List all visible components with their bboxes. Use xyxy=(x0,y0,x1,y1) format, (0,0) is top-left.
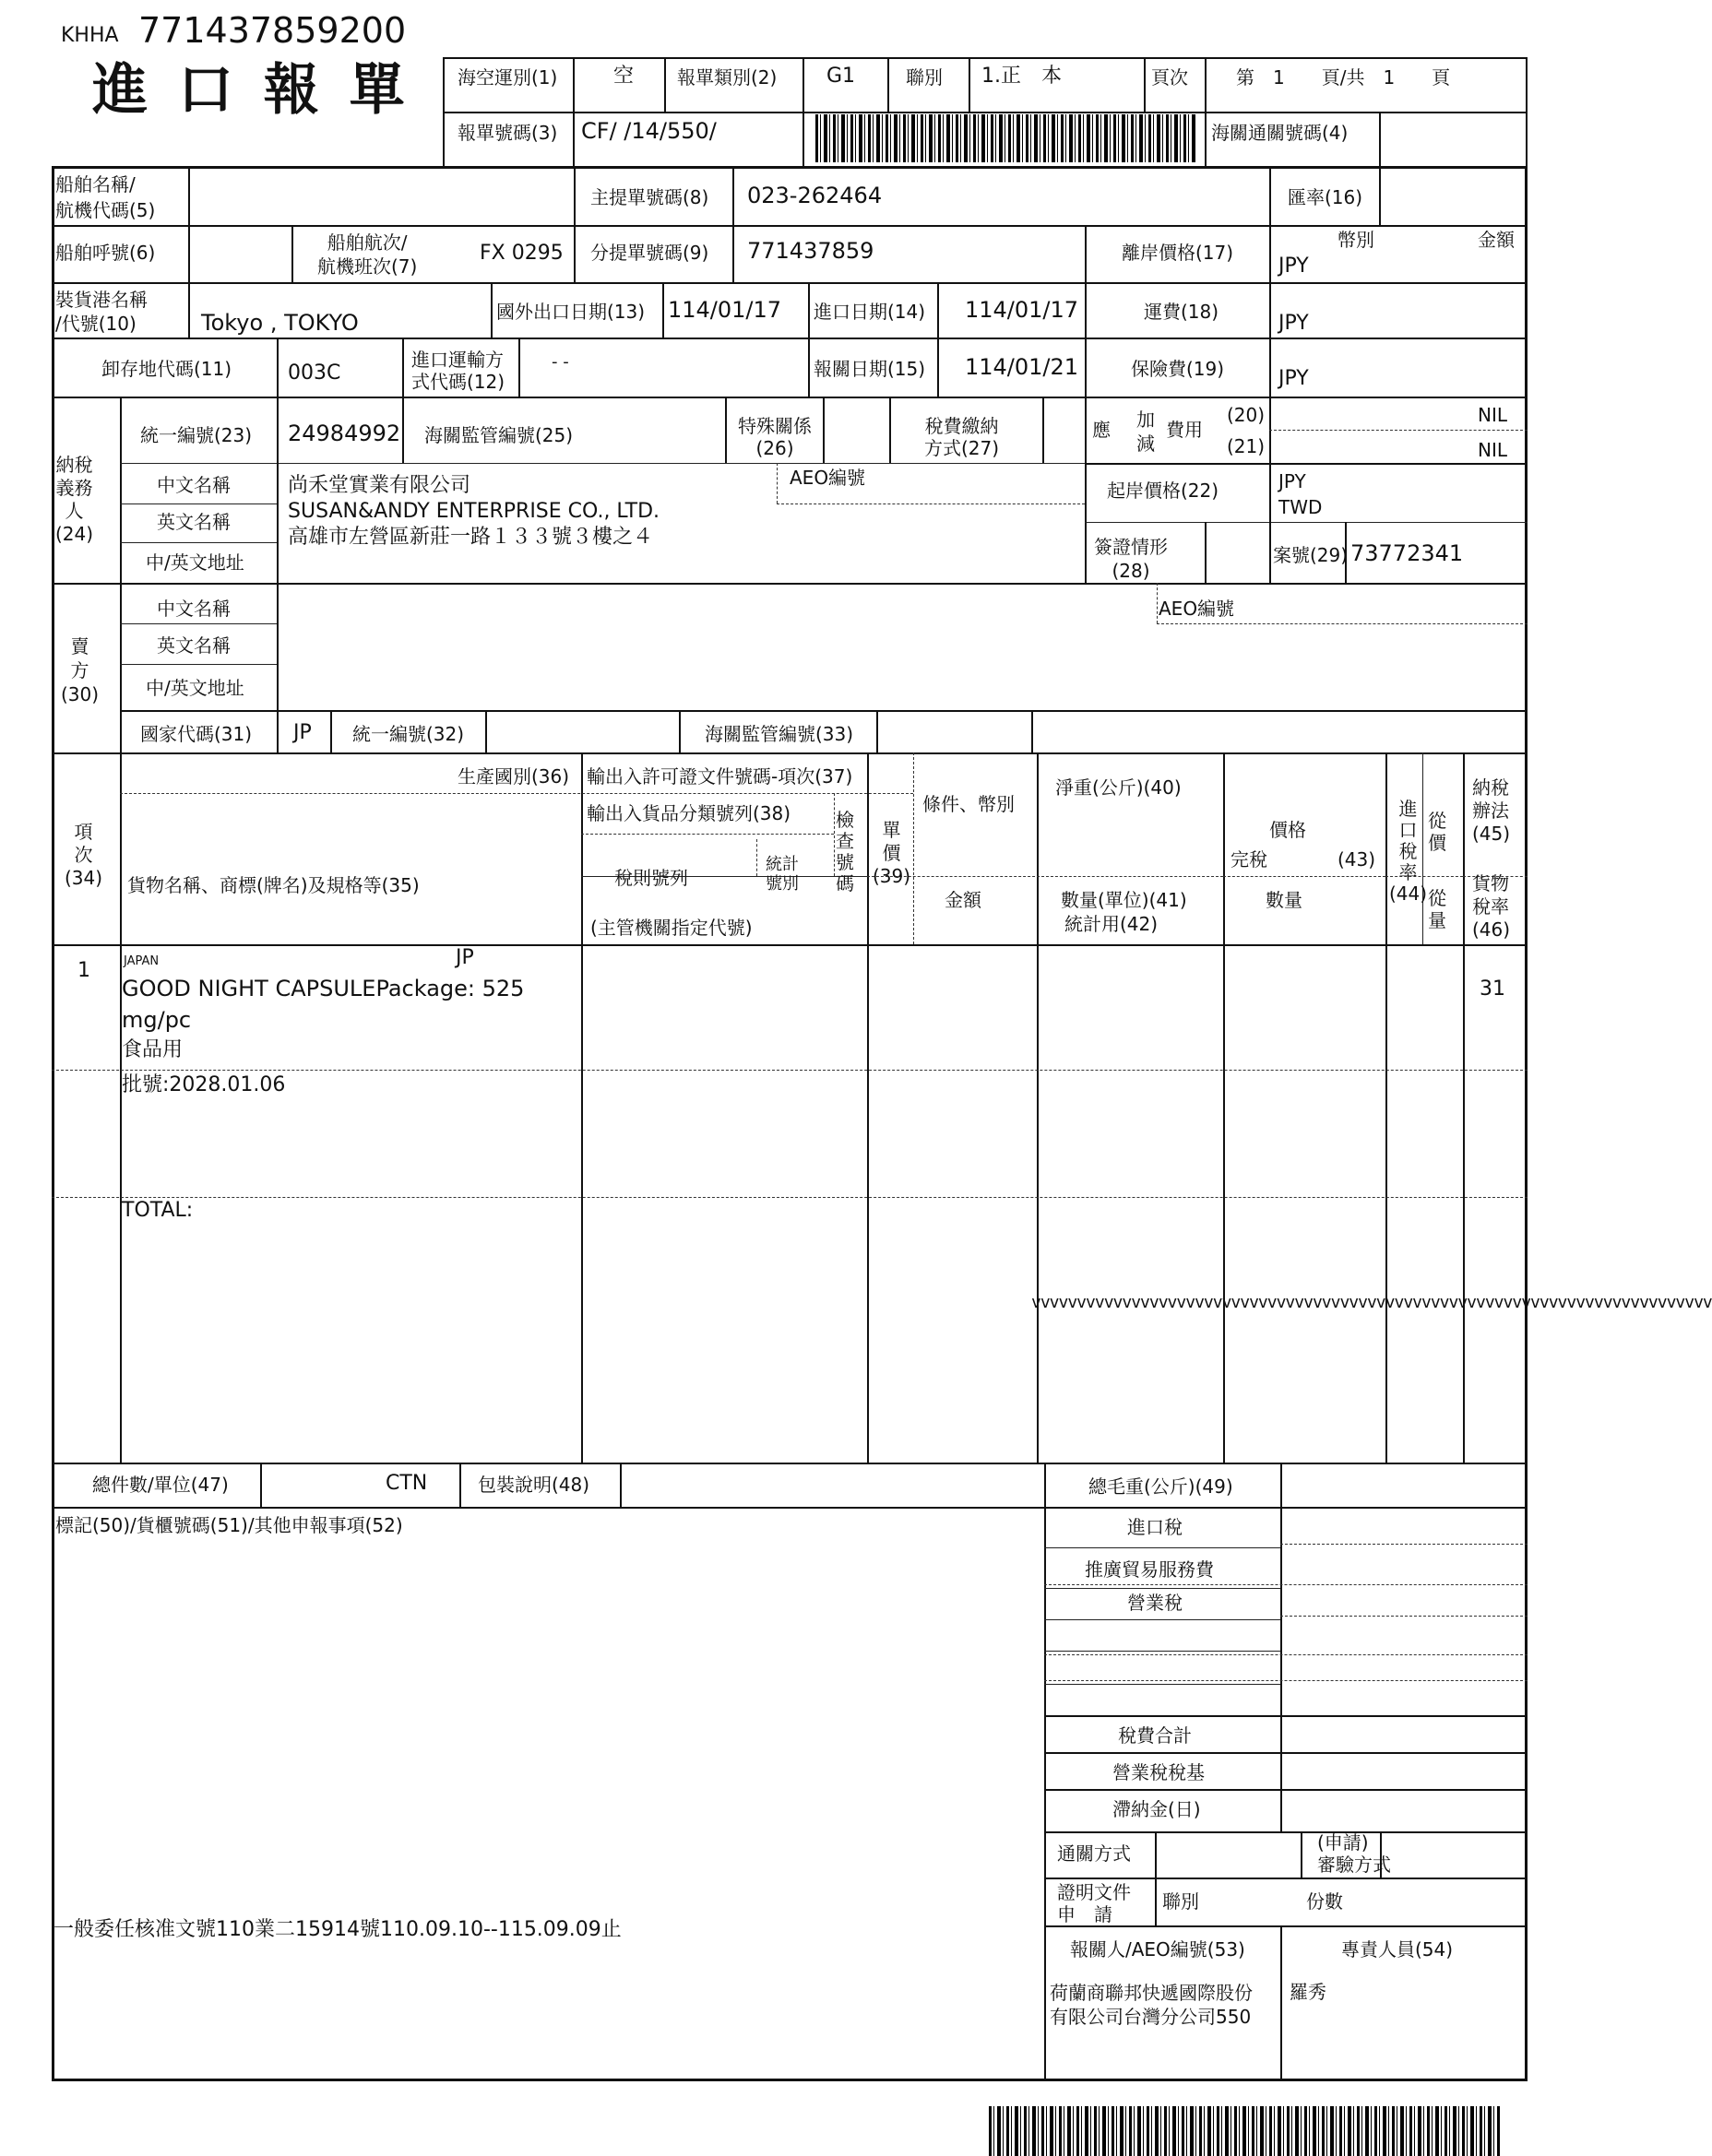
master-bl-label: 主提單號碼(8) xyxy=(590,186,709,208)
item-no-label: 項 次 (34) xyxy=(65,821,103,889)
business-tax-label: 營業稅 xyxy=(1127,1592,1183,1614)
storage-label: 卸存地代碼(11) xyxy=(101,358,232,380)
broker-label: 報關人/AEO編號(53) xyxy=(1070,1938,1245,1961)
taxpayer-aeo-label: AEO編號 xyxy=(790,467,866,489)
marks-label: 標記(50)/貨櫃號碼(51)/其他申報事項(52) xyxy=(55,1514,403,1536)
seller-zh-name-label: 中文名稱 xyxy=(157,598,231,620)
fob-currency: JPY xyxy=(1278,255,1309,278)
seller-uid-label: 統一編號(32) xyxy=(352,723,465,745)
specific-label: 從 量 xyxy=(1428,887,1446,931)
packages-unit: CTN xyxy=(386,1472,428,1495)
clearance-label: 海關通關號碼(4) xyxy=(1211,122,1349,144)
decl-type-value: G1 xyxy=(826,65,856,88)
quantity-label: 數量 xyxy=(1266,889,1302,911)
duty-paid-label: 完稅 xyxy=(1230,848,1267,871)
add-code: (20) xyxy=(1227,404,1266,426)
amount-col-label: 金額 xyxy=(945,889,981,911)
commodity-rate-label: 貨物 稅率 (46) xyxy=(1472,872,1511,941)
fob-label: 離岸價格(17) xyxy=(1122,242,1234,264)
payment-method-label: 稅費繳納 方式(27) xyxy=(924,415,1000,459)
gross-weight-label: 總毛重(公斤)(49) xyxy=(1088,1475,1233,1498)
transport-mode-label: 進口運輸方 式代碼(12) xyxy=(411,349,505,393)
cif-currency-2: TWD xyxy=(1278,496,1323,518)
special-relation-label: 特殊關係 (26) xyxy=(738,415,812,459)
import-tax-label: 進口稅 xyxy=(1127,1516,1183,1538)
seller-address-label: 中/英文地址 xyxy=(146,677,244,699)
item-number: 1 xyxy=(77,959,90,982)
freight-label: 運費(18) xyxy=(1144,301,1219,323)
value-code: (43) xyxy=(1338,848,1376,871)
transport-label: 海空運別(1) xyxy=(458,66,558,89)
house-bl-label: 分提單號碼(9) xyxy=(590,242,709,264)
qty-label: 數量(單位)(41) xyxy=(1061,889,1187,911)
item-origin-small: JAPAN xyxy=(124,954,160,968)
page-label: 頁次 xyxy=(1151,66,1188,89)
batch-number: 批號:2028.01.06 xyxy=(122,1073,286,1096)
terms-label: 條件、幣別 xyxy=(922,793,1015,815)
visa-label: 簽證情形 (28) xyxy=(1094,536,1168,582)
taxpayer-section-label: 納稅 義務 人 (24) xyxy=(55,454,94,545)
seller-customs-no-label: 海關監管編號(33) xyxy=(705,723,854,745)
case-value: 73772341 xyxy=(1350,540,1464,566)
currency-label: 幣別 xyxy=(1338,229,1374,251)
copy-value: 1.正 本 xyxy=(981,65,1062,88)
amount-label: 金額 xyxy=(1478,229,1515,251)
item-desc-line-1: GOOD NIGHT CAPSULEPackage: 525 xyxy=(122,976,525,1001)
packing-label: 包裝說明(48) xyxy=(478,1474,590,1496)
item-desc-line-2: mg/pc xyxy=(122,1007,192,1033)
item-origin: JP xyxy=(456,946,474,969)
insurance-label: 保險費(19) xyxy=(1131,358,1225,380)
clearance-mode-label: 通關方式 xyxy=(1057,1842,1131,1865)
goods-desc-label: 貨物名稱、商標(牌名)及規格等(35) xyxy=(127,874,420,896)
item-desc-line-3: 食品用 xyxy=(122,1038,184,1061)
transport-mode-value: - - xyxy=(552,352,569,372)
taxpayer-zh-name-value: 尚禾堂實業有限公司 xyxy=(288,474,471,497)
transport-value: 空 xyxy=(613,65,635,88)
fee-label: 費用 xyxy=(1166,419,1203,441)
insurance-currency: JPY xyxy=(1278,367,1309,390)
tariff-label: 稅則號列 xyxy=(614,867,688,889)
late-fee-label: 滯納金(日) xyxy=(1112,1798,1201,1820)
add-deduct-sub-label: 加 減 xyxy=(1136,409,1155,455)
barcode-top xyxy=(815,114,1195,162)
taxpayer-en-name-value: SUSAN&ANDY ENTERPRISE CO., LTD. xyxy=(288,500,660,523)
station-code: KHHA xyxy=(61,24,119,47)
broker-value: 荷蘭商聯邦快遞國際股份 有限公司台灣分公司550 xyxy=(1050,1982,1253,2028)
cert-copy-label: 聯別 xyxy=(1162,1890,1199,1913)
call-sign-label: 船舶呼號(6) xyxy=(55,242,156,264)
page-title: 進 口 報 單 xyxy=(92,58,410,123)
export-date-label: 國外出口日期(13) xyxy=(496,301,646,323)
country-label: 國家代碼(31) xyxy=(140,723,253,745)
add-value: NIL xyxy=(1478,404,1508,426)
taxpayer-uid-value: 24984992 xyxy=(288,421,401,446)
agency-label: (主管機關指定代號) xyxy=(590,917,753,939)
barcode-bottom xyxy=(989,2106,1502,2156)
cif-label: 起岸價格(22) xyxy=(1107,480,1219,502)
voyage-label: 船舶航次/ 航機班次(7) xyxy=(317,231,418,278)
taxpayer-address-label: 中/英文地址 xyxy=(146,551,244,574)
freight-currency: JPY xyxy=(1278,312,1309,335)
mandate-text: 一般委任核准文號110業二15914號110.09.10--115.09.09止 xyxy=(54,1918,622,1941)
decl-type-label: 報單類別(2) xyxy=(677,66,778,89)
decl-date-label: 報關日期(15) xyxy=(814,358,926,380)
case-label: 案號(29) xyxy=(1273,544,1349,566)
seller-en-name-label: 英文名稱 xyxy=(157,634,231,657)
staff-value: 羅秀 xyxy=(1290,1981,1326,2003)
seller-section-label: 賣 方 (30) xyxy=(61,635,100,705)
loading-port-label: 裝貨港名稱 /代號(10) xyxy=(55,289,148,335)
decl-no-value: CF/ /14/550/ xyxy=(581,118,717,144)
cert-label: 證明文件 申 請 xyxy=(1057,1881,1131,1925)
value-label: 價格 xyxy=(1269,819,1306,841)
taxpayer-uid-label: 統一編號(23) xyxy=(140,424,253,446)
add-deduct-label: 應 xyxy=(1092,419,1111,441)
exchange-rate-label: 匯率(16) xyxy=(1288,186,1363,208)
net-weight-label: 淨重(公斤)(40) xyxy=(1055,776,1182,799)
page-value: 第 1 頁/共 1 頁 xyxy=(1236,66,1451,89)
cert-count-label: 份數 xyxy=(1306,1890,1343,1913)
decl-date-value: 114/01/21 xyxy=(965,354,1079,380)
origin-label: 生產國別(36) xyxy=(458,765,570,788)
master-bl-value: 023-262464 xyxy=(747,183,883,208)
storage-value: 003C xyxy=(288,361,341,385)
cif-currency-1: JPY xyxy=(1278,470,1306,492)
tax-total-label: 稅費合計 xyxy=(1118,1724,1192,1747)
import-rate-label: 進 口 稅 率 (44) xyxy=(1389,798,1428,905)
trade-fee-label: 推廣貿易服務費 xyxy=(1085,1558,1214,1581)
business-base-label: 營業稅稅基 xyxy=(1112,1761,1205,1783)
vessel-label: 船舶名稱/ 航機代碼(5) xyxy=(55,173,156,221)
seller-aeo-label: AEO編號 xyxy=(1159,598,1235,620)
stat-use-label: 統計用(42) xyxy=(1064,913,1159,935)
taxpayer-customs-no-label: 海關監管編號(25) xyxy=(424,424,574,446)
export-date-value: 114/01/17 xyxy=(668,297,782,323)
declaration-number: 771437859200 xyxy=(138,10,407,51)
sub-code: (21) xyxy=(1227,435,1266,457)
tax-method-label: 納稅 辦法 (45) xyxy=(1472,776,1511,845)
loading-port-value: Tokyo , TOKYO xyxy=(201,310,359,336)
ad-valorem-label: 從 價 xyxy=(1428,810,1446,854)
taxpayer-zh-name-label: 中文名稱 xyxy=(157,474,231,496)
inspection-mode-label: (申請) 審驗方式 xyxy=(1317,1831,1391,1876)
wavy-line: vvvvvvvvvvvvvvvvvvvvvvvvvvvvvvvvvvvvvvvvvvvvvvvvvvvvvvvvvvvvvvvvvvvvvvvvvvv xyxy=(1031,1293,1712,1312)
import-date-value: 114/01/17 xyxy=(965,297,1079,323)
class-label: 輸出入貨品分類號列(38) xyxy=(587,802,791,824)
permit-label: 輸出入許可證文件號碼-項次(37) xyxy=(587,765,853,788)
stat-no-label: 統計 號別 xyxy=(766,855,799,894)
voyage-value: FX 0295 xyxy=(480,242,564,265)
import-date-label: 進口日期(14) xyxy=(814,301,926,323)
inspect-code-label: 檢 查 號 碼 xyxy=(836,809,854,894)
decl-no-label: 報單號碼(3) xyxy=(458,122,558,144)
staff-label: 專責人員(54) xyxy=(1341,1938,1454,1961)
taxpayer-en-name-label: 英文名稱 xyxy=(157,511,231,533)
copy-label: 聯別 xyxy=(906,66,943,89)
house-bl-value: 771437859 xyxy=(747,238,874,264)
sub-value: NIL xyxy=(1478,439,1508,461)
taxpayer-address-value: 高雄市左營區新莊一路１３３號３樓之４ xyxy=(288,526,654,549)
country-value: JP xyxy=(293,721,312,744)
unit-price-label: 單 價 (39) xyxy=(873,819,911,887)
item-tax-method: 31 xyxy=(1480,977,1505,1001)
total-label: TOTAL: xyxy=(122,1199,194,1222)
packages-label: 總件數/單位(47) xyxy=(92,1474,229,1496)
